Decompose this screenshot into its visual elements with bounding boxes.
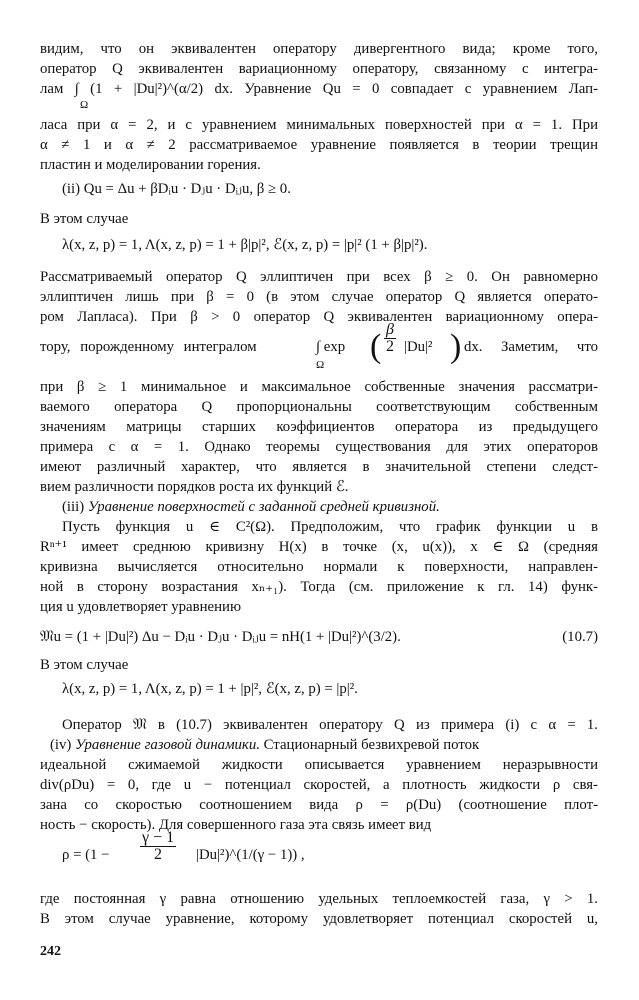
fraction-denominator: 2 bbox=[386, 338, 394, 355]
text-line: эллиптичен лишь при β = 0 (в этом случае оператор Q является операто- bbox=[40, 289, 598, 305]
text-line: ция u удовлетворяет уравнению bbox=[40, 599, 241, 615]
section-heading-iii bbox=[62, 498, 598, 516]
equation-10-7: 𝔐u = (1 + |Du|²) Δu − Dᵢu · Dⱼu · Dᵢⱼu = nH(1 + |Du|²)^(3/2). bbox=[40, 629, 401, 645]
fraction-denominator: 2 bbox=[154, 846, 163, 863]
equation-number: (10.7) bbox=[562, 629, 598, 645]
text-line: В этом случае уравнение, которому удовлетворяет потенциал скоростей u, bbox=[40, 911, 598, 927]
text-line: где постоянная γ равна отношению удельных теплоемкостей газа, γ > 1. bbox=[40, 891, 598, 907]
section-number: (iv) bbox=[50, 737, 76, 753]
text-line: вием различности порядков роста их функций ℰ. bbox=[40, 479, 349, 495]
fraction-numerator: γ − 1 bbox=[142, 829, 175, 846]
text-line: идеальной сжимаемой жидкости описывается уравнением неразрывности bbox=[40, 757, 598, 773]
left-paren: ( bbox=[370, 328, 382, 365]
text-line: зана со скоростью соотношением вида ρ = ρ(Du) (соотношение плот- bbox=[40, 797, 598, 813]
text-line: ласа при α = 2, и с уравнением минимальных поверхностей при α = 1. При bbox=[40, 117, 598, 133]
section-title: Уравнение поверхностей с заданной средней кривизной. bbox=[87, 499, 440, 515]
exp-integral: ∫ exp bbox=[316, 339, 346, 355]
text-line: видим, что он эквивалентен оператору дивергентного вида; кроме того, bbox=[40, 41, 598, 57]
section-title: Уравнение газовой динамики. bbox=[75, 737, 260, 753]
fraction bbox=[140, 830, 176, 863]
text-line: Рассматриваемый оператор Q эллиптичен при всех β ≥ 0. Он равномерно bbox=[40, 269, 598, 285]
equation-ii: (ii) Qu = Δu + βDᵢu · Dⱼu · Dᵢⱼu, β ≥ 0. bbox=[62, 181, 291, 197]
text-line: Оператор 𝔐 в (10.7) эквивалентен оператору Q из примера (i) с α = 1. bbox=[62, 717, 598, 733]
text-line: dx. Заметим, что bbox=[464, 339, 598, 355]
text-line: пластин и моделировании горения. bbox=[40, 157, 261, 173]
text-line: примера с α = 1. Однако теоремы существования для этих операторов bbox=[40, 439, 598, 455]
text-line: значениям матрицы старших коэффициентов оператора из предыдущего bbox=[40, 419, 598, 435]
text-line: кривизна вычисляется относительно нормали к поверхности, направлен- bbox=[40, 559, 598, 575]
equation-coefficients: λ(x, z, p) = 1, Λ(x, z, p) = 1 + β|p|², ℰ(x, z, p) = |p|² (1 + β|p|²). bbox=[62, 237, 428, 253]
text-line: оператор Q эквивалентен вариационному оператору, связанному с интегра- bbox=[40, 61, 598, 77]
text-line: div(ρDu) = 0, где u − потенциал скоростей, а плотность жидкости ρ свя- bbox=[40, 777, 598, 793]
text-line: В этом случае bbox=[40, 657, 129, 673]
integral-domain: Ω bbox=[316, 359, 325, 371]
text-line: Rⁿ⁺¹ имеет среднюю кривизну H(x) в точке (x, u(x)), x ∈ Ω (средняя bbox=[40, 539, 598, 555]
text-line: α ≠ 1 и α ≠ 2 рассматриваемое уравнение появляется в теории трещин bbox=[40, 137, 598, 153]
text-line: ром Лапласа). При β > 0 оператор Q эквивалентен вариационному опера- bbox=[40, 309, 598, 325]
text-line: В этом случае bbox=[40, 211, 129, 227]
text-line: ваемого оператора Q пропорциональны соответствующим собственным bbox=[40, 399, 598, 415]
text-line: лам ∫ (1 + |Du|²)^(α/2) dx. Уравнение Qu = 0 совпадает с уравнением Лап- bbox=[40, 81, 598, 97]
density-formula-left: ρ = (1 − bbox=[62, 847, 110, 863]
text-line: при β ≥ 1 минимальное и максимальное собственные значения рассматри- bbox=[40, 379, 598, 395]
text-line: ной в сторону возрастания xₙ₊₁). Тогда (см. приложение к гл. 14) функ- bbox=[40, 579, 598, 595]
text-line: Пусть функция u ∈ C²(Ω). Предположим, что график функции u в bbox=[62, 519, 598, 535]
equation-coefficients: λ(x, z, p) = 1, Λ(x, z, p) = 1 + |p|², ℰ(x, z, p) = |p|². bbox=[62, 681, 358, 697]
density-formula-right: |Du|²)^(1/(γ − 1)) , bbox=[196, 847, 305, 863]
section-heading-iv bbox=[50, 736, 598, 754]
page-number: 242 bbox=[40, 944, 61, 959]
fraction-numerator: β bbox=[384, 322, 396, 339]
integral-domain: Ω bbox=[80, 99, 89, 111]
section-number: (iii) bbox=[62, 499, 88, 515]
text-line: тору, порожденному интегралом bbox=[40, 339, 257, 355]
section-text: Стационарный безвихревой поток bbox=[259, 737, 480, 753]
fraction bbox=[384, 322, 396, 355]
text-line: ность − скорость). Для совершенного газа эта связь имеет вид bbox=[40, 817, 432, 833]
right-paren: ) bbox=[450, 328, 462, 365]
du-squared: |Du|² bbox=[404, 339, 433, 355]
text-line: имеют различный характер, что является в значительной степени следст- bbox=[40, 459, 598, 475]
